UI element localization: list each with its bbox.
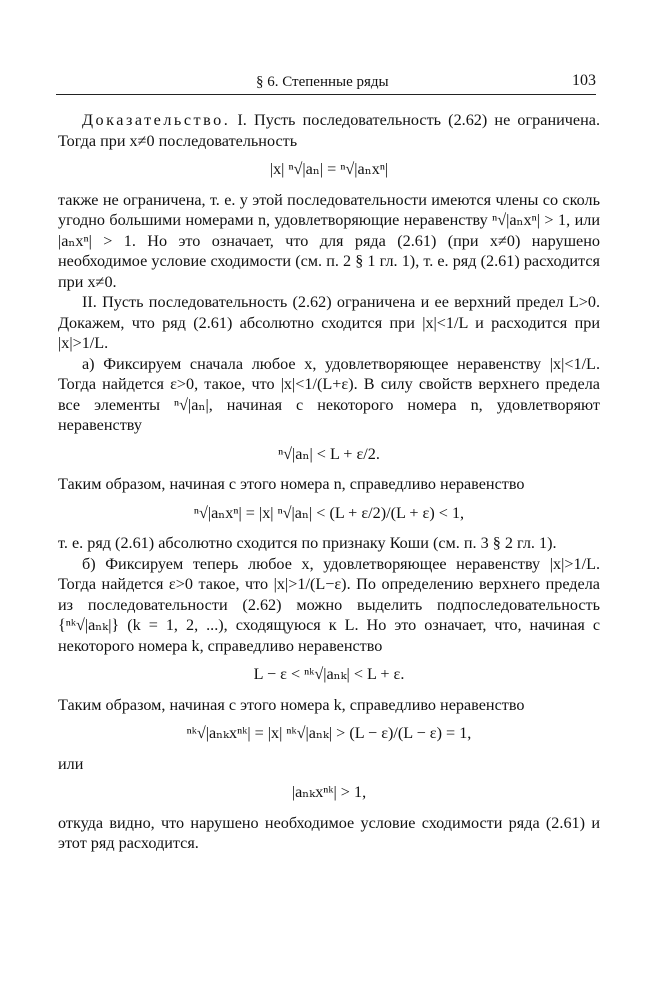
formula-6: |aₙₖxⁿᵏ| > 1, <box>291 783 367 801</box>
paragraph-5: Таким образом, начиная с этого номера n, справедливо неравенство <box>58 475 525 493</box>
formula-4: L − ε < ⁿᵏ√|aₙₖ| < L + ε. <box>253 665 405 683</box>
paragraph-6: т. е. ряд (2.61) абсолютно сходится по признаку Коши (см. п. 3 § 2 гл. 1). <box>58 534 557 552</box>
or-word: или <box>58 754 84 773</box>
section-title: § 6. Степенные ряды <box>256 74 389 90</box>
paragraph-9: откуда видно, что нарушено необходимое условие сходимости ряда (2.61) и этот ряд расходится. <box>58 813 600 852</box>
formula-3: ⁿ√|aₙxⁿ| = |x| ⁿ√|aₙ| < (L + ε/2)/(L + ε) < 1, <box>193 503 465 522</box>
paragraph-2: также не ограничена, т. е. у этой последовательности имеются члены со сколь угодно большими номерами n, удовлетворяющие неравенству ⁿ√|aₙxⁿ| > 1, или |aₙxⁿ| > 1. Но это означает, что для ряда (2.61) (при x≠0) нарушено необходимое условие сходимости (см. п. 2 § 1 гл. 1), т. е. ряд (2.61) расходится при x≠0. <box>58 190 600 291</box>
paragraph-proof-start <box>58 110 600 151</box>
formula-5: ⁿᵏ√|aₙₖxⁿᵏ| = |x| ⁿᵏ√|aₙₖ| > (L − ε)/(L − ε) = 1, <box>186 724 472 742</box>
header-rule <box>56 94 596 95</box>
paragraph-3: II. Пусть последовательность (2.62) ограничена и ее верхний предел L>0. Докажем, что ряд (2.61) абсолютно сходится при |x|<1/L и расходится при |x|>1/L. <box>58 293 600 352</box>
running-header <box>56 72 596 94</box>
paragraph-8: Таким образом, начиная с этого номера k, справедливо неравенство <box>58 695 525 714</box>
page-number: 103 <box>572 72 596 89</box>
paragraph-1: I. Пусть последовательность (2.62) не ограничена. Тогда при x≠0 последовательность <box>58 111 600 150</box>
formula-2: ⁿ√|aₙ| < L + ε/2. <box>278 444 380 463</box>
main-text <box>58 110 600 854</box>
paragraph-4: а) Фиксируем сначала любое x, удовлетворяющее неравенству |x|<1/L. Тогда найдется ε>0, такое, что |x|<1/(L+ε). В силу свойств верхнего предела все элементы ⁿ√|aₙ|, начиная с некоторого номера n, удовлетворяют неравенству <box>58 354 600 434</box>
paragraph-7: б) Фиксируем теперь любое x, удовлетворяющее неравенству |x|>1/L. Тогда найдется ε>0 такое, что |x|>1/(L−ε). По определению верхнего предела из последовательности (2.62) можно выделить подпоследовательность {ⁿᵏ√|aₙₖ|} (k = 1, 2, ...), сходящуюся к L. Но это означает, что, начиная с некоторого номера k, справедливо неравенство <box>58 554 600 655</box>
proof-label: Доказательство. <box>82 111 231 129</box>
formula-1: |x| ⁿ√|aₙ| = ⁿ√|aₙxⁿ| <box>269 160 389 178</box>
